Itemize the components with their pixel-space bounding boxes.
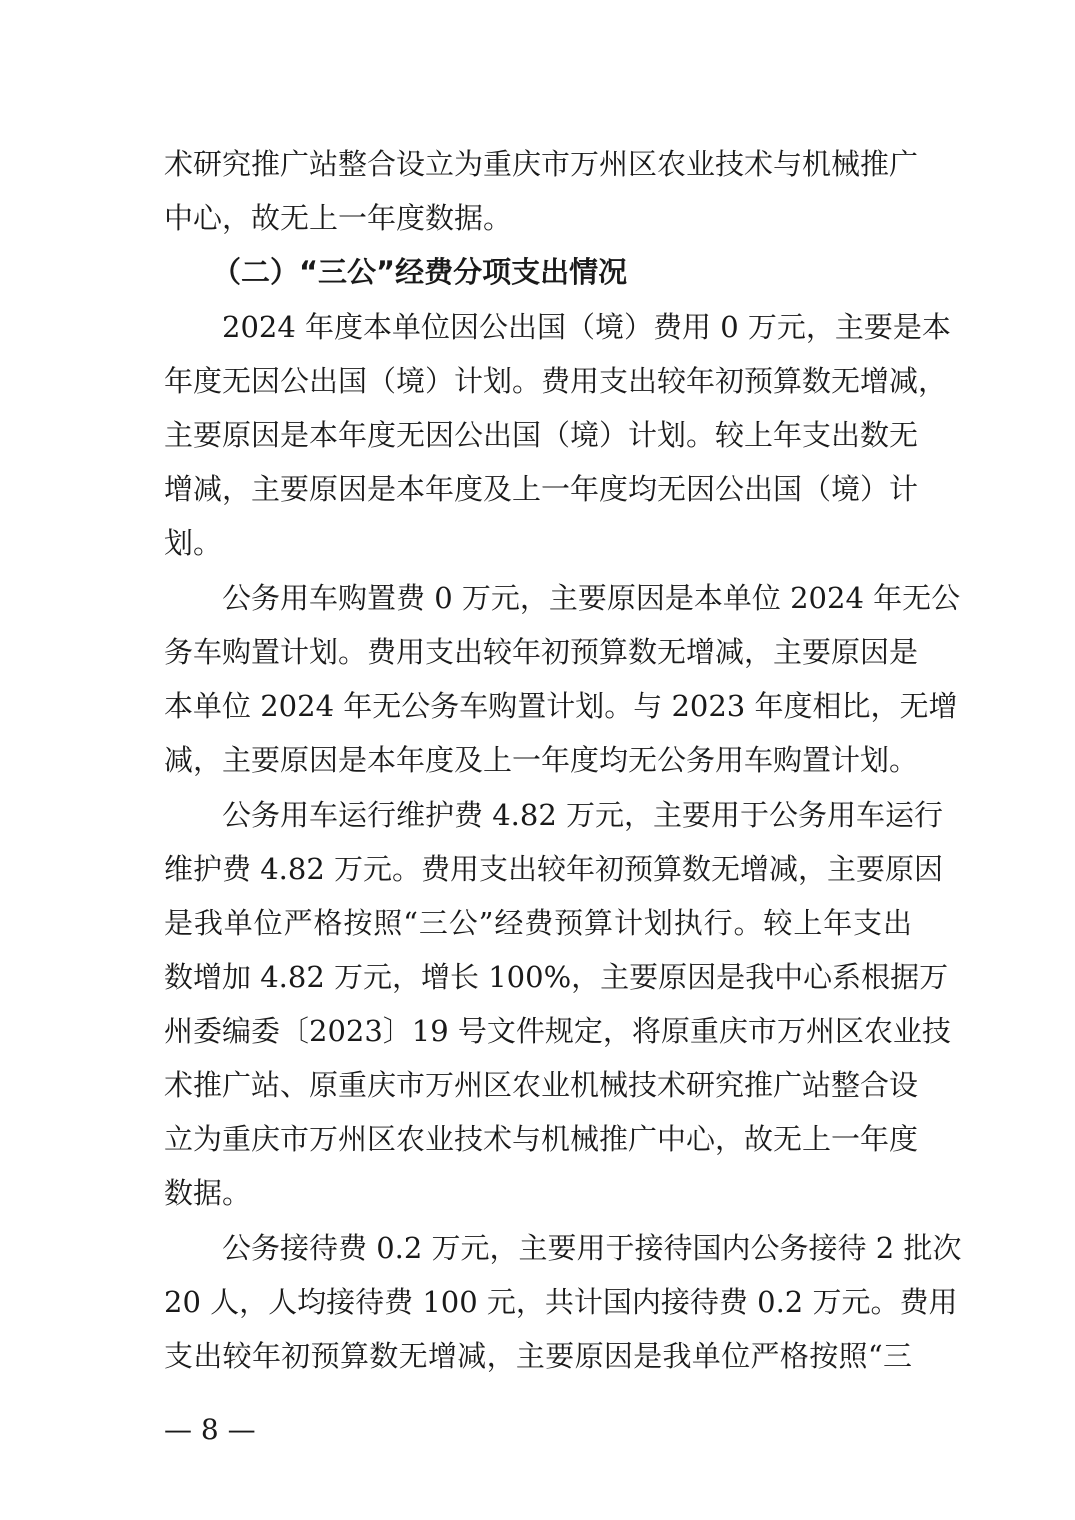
body-text-line: 中心，故无上一年度数据。 (164, 201, 513, 235)
body-text-line: 立为重庆市万州区农业技术与机械推广中心，故无上一年度 (164, 1122, 919, 1156)
body-text-line: 术研究推广站整合设立为重庆市万州区农业技术与机械推广 (164, 147, 919, 181)
body-text-line: 州委编委〔2023〕19 号文件规定，将原重庆市万州区农业技 (164, 1014, 951, 1048)
body-text-line: 20 人，人均接待费 100 元，共计国内接待费 0.2 万元。费用 (164, 1285, 958, 1319)
body-text-line: 支出较年初预算数无增减，主要原因是我单位严格按照“三 (164, 1339, 912, 1373)
body-text-line: 减，主要原因是本年度及上一年度均无公务用车购置计划。 (164, 743, 919, 777)
body-text-line: 是我单位严格按照“三公”经费预算计划执行。较上年支出 (164, 906, 912, 940)
body-text-line: 数据。 (164, 1176, 252, 1210)
body-text-line: 务车购置计划。费用支出较年初预算数无增减，主要原因是 (164, 635, 919, 669)
body-text-line: 数增加 4.82 万元，增长 100%，主要原因是我中心系根据万 (164, 960, 949, 994)
page-number: — 8 — (164, 1413, 256, 1446)
body-text-line: 划。 (164, 526, 223, 560)
body-text-line: 本单位 2024 年无公务车购置计划。与 2023 年度相比，无增 (164, 689, 958, 723)
body-text-line: 术推广站、原重庆市万州区农业机械技术研究推广站整合设 (164, 1068, 919, 1102)
section-heading: （二）“三公”经费分项支出情况 (212, 255, 628, 289)
body-text-line: 公务接待费 0.2 万元，主要用于接待国内公务接待 2 批次 (222, 1231, 962, 1265)
body-text-line: 维护费 4.82 万元。费用支出较年初预算数无增减，主要原因 (164, 852, 944, 886)
body-text-line: 2024 年度本单位因公出国（境）费用 0 万元，主要是本 (222, 310, 951, 344)
body-text-line: 公务用车运行维护费 4.82 万元，主要用于公务用车运行 (222, 798, 944, 832)
body-text-line: 年度无因公出国（境）计划。费用支出较年初预算数无增减， (164, 364, 948, 398)
body-text-line: 增减，主要原因是本年度及上一年度均无因公出国（境）计 (164, 472, 919, 506)
body-text-line: 主要原因是本年度无因公出国（境）计划。较上年支出数无 (164, 418, 919, 452)
body-text-line: 公务用车购置费 0 万元，主要原因是本单位 2024 年无公 (222, 581, 961, 615)
